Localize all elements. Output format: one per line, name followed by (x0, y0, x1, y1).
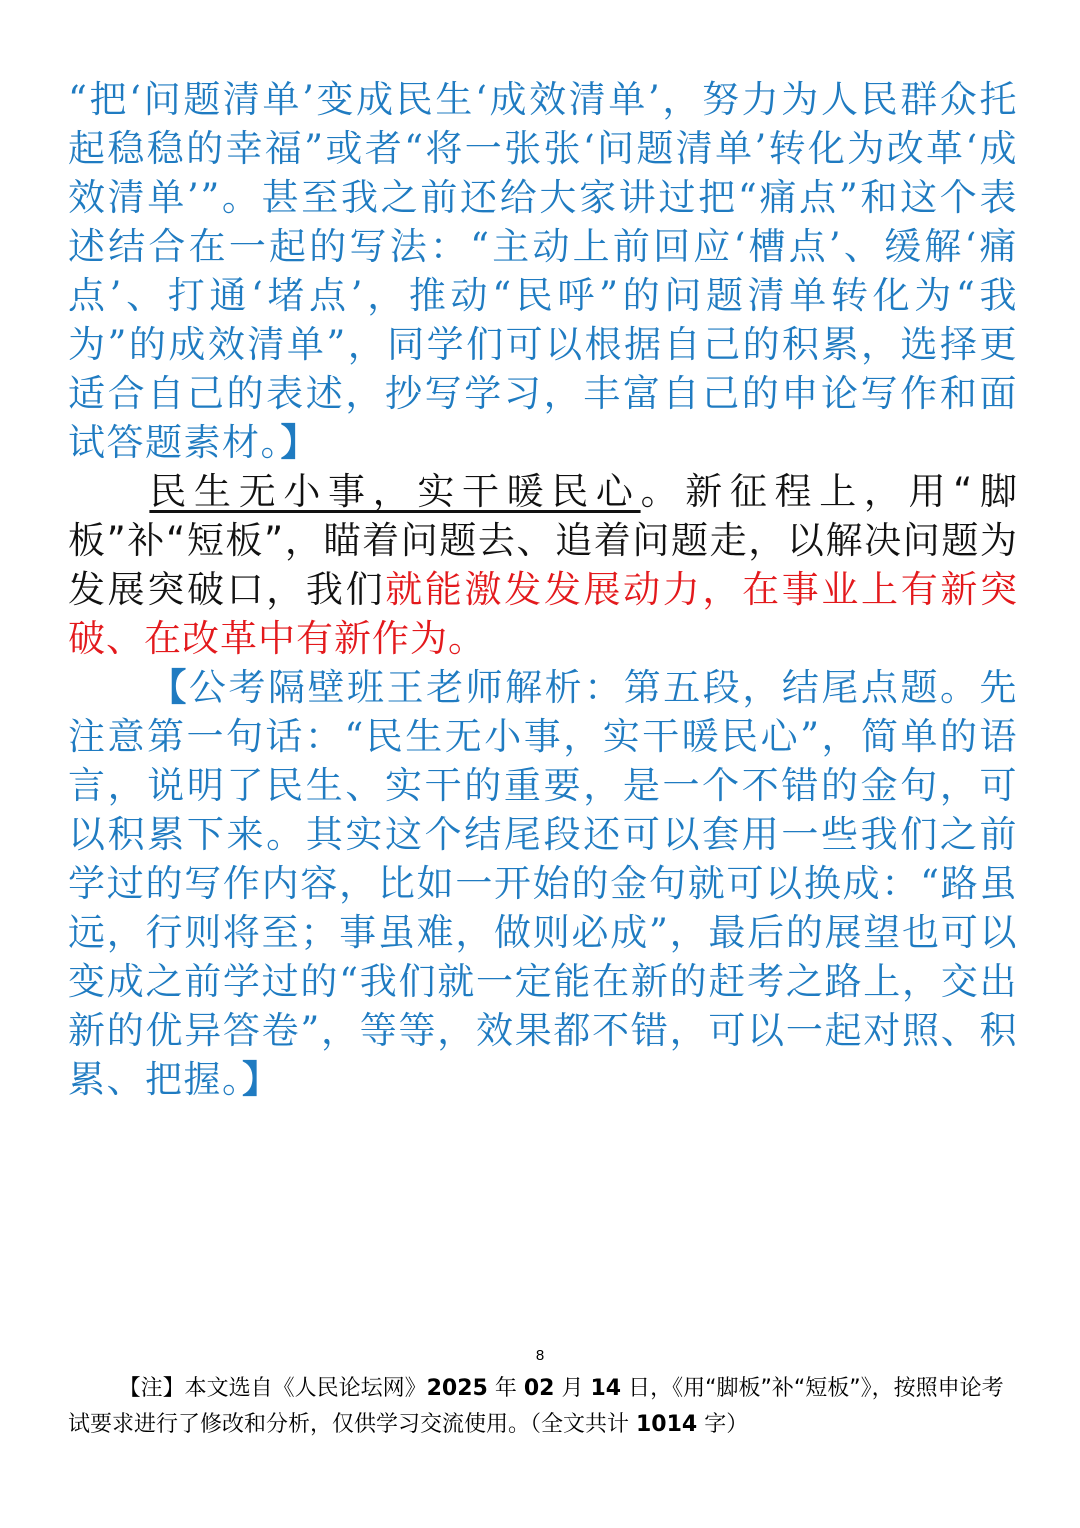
source-footnote (68, 1371, 1018, 1443)
footnote-day: 14 (590, 1376, 622, 1401)
key-sentence: 民生无小事，实干暖民心 (149, 470, 641, 513)
footnote-text: 【注】本文选自《人民论坛网》 (118, 1376, 427, 1401)
paragraph-body: 。新征程上，用“脚板”补“短板”，瞄着问题去、追着问题走，以解决问题为发展突破口，我们 (68, 470, 1018, 611)
analysis-paragraph-5 (68, 663, 1018, 1104)
footnote-word-count: 1014 (636, 1412, 698, 1437)
footnote-text: 年 (487, 1376, 524, 1401)
footnote-text: 字） (697, 1412, 749, 1437)
highlighted-conclusion: 就能激发发展动力，在事业上有新突破、在改革中有新作为。 (68, 568, 1019, 660)
footnote-text: 日，《用“脚板”补“短板”》，按照申论考试要求进行了修改和分析，仅供学习交流使用。（全文共计 (68, 1376, 1004, 1437)
analysis-text: 公考隔壁班王老师解析：第五段，结尾点题。先注意第一句话：“民生无小事，实干暖民心”，简单的语言，说明了民生、实干的重要，是一个不错的金句，可以积累下来。其实这个结尾段还可以套用一些我们之前学过的写作内容，比如一开始的金句就可以换成：“路虽远，行则将至；事虽难，做则必成”，最后的展望也可以变成之前学过的“我们就一定能在新的赶考之路上，交出新的优异答卷”，等等，效果都不错，可以一起对照、积累、把握。 (68, 666, 1019, 1101)
article-paragraph-5 (68, 467, 1018, 663)
document-page (68, 75, 1018, 1104)
open-bracket: 【 (149, 665, 189, 709)
page-number: 8 (535, 1347, 545, 1364)
footnote-month: 02 (523, 1376, 555, 1401)
close-bracket: 】 (242, 1057, 281, 1101)
close-bracket: 】 (280, 420, 319, 464)
footnote-text: 月 (554, 1376, 591, 1401)
analysis-paragraph-continued (68, 75, 1018, 467)
footnote-year: 2025 (426, 1376, 488, 1401)
analysis-text: “把‘问题清单’变成民生‘成效清单’，努力为人民群众托起稳稳的幸福”或者“将一张张‘问题清单’转化为改革‘成效清单’”。甚至我之前还给大家讲过把“痛点”和这个表述结合在一起的写法：“主动上前回应‘槽点’、缓解‘痛点’、打通‘堵点’，推动“民呼”的问题清单转化为“我为”的成效清单”，同学们可以根据自己的积累，选择更适合自己的表述，抄写学习，丰富自己的申论写作和面试答题素材。 (68, 78, 1018, 464)
